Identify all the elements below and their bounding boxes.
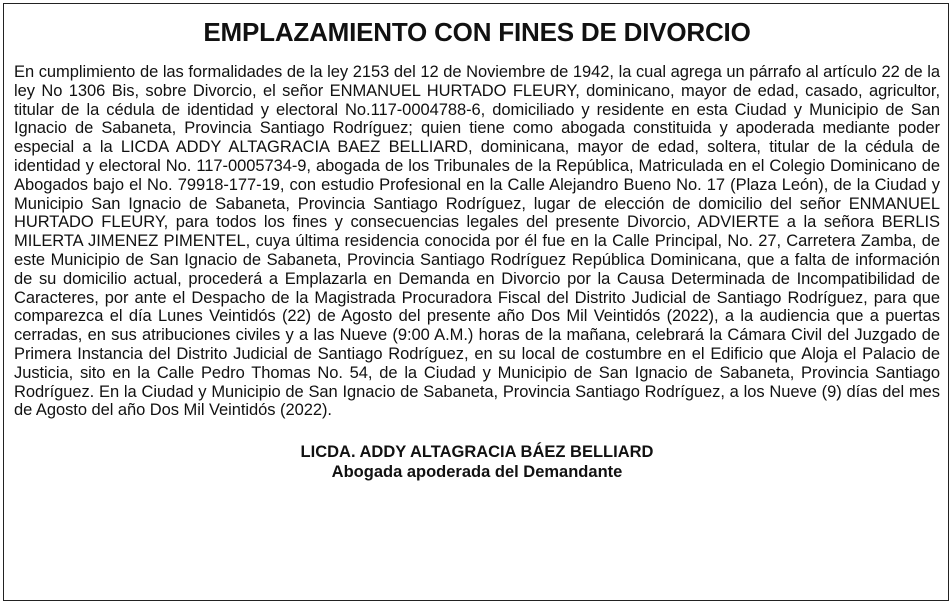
signature-name: LICDA. ADDY ALTAGRACIA BÁEZ BELLIARD [300, 443, 654, 462]
signature-block [14, 442, 940, 482]
signature-role: Abogada apoderada del Demandante [331, 463, 623, 482]
notice-body: En cumplimiento de las formalidades de la ley 2153 del 12 de Noviembre de 1942, la cual agrega un párrafo al artículo 22 de la ley No 1306 Bis, sobre Divorcio, el señor ENMANUEL HURTADO FLEURY, dominicano, mayor de edad, casado, agricultor, titular de la cédula de identidad y electoral No.117-0004788-6, domiciliado y residente en esta Ciudad y Municipio de San Ignacio de Sabaneta, Provincia Santiago Rodríguez; quien tiene como abogada constituida y apoderada mediante poder especial a la LICDA ADDY ALTAGRACIA BAEZ BELLIARD, dominicana, mayor de edad, soltera, titular de la cédula de identidad y electoral No. 117-0005734-9, abogada de los Tribunales de la República, Matriculada en el Colegio Dominicano de Abogados bajo el No. 79918-177-19, con estudio Profesional en la Calle Alejandro Bueno No. 17 (Plaza León), de la Ciudad y Municipio San Ignacio de Sabaneta, Provincia Santiago Rodríguez, lugar de elección de domicilio del señor ENMANUEL HURTADO FLEURY, para todos los fines y consecuencias legales del presente Divorcio, ADVIERTE a la señora BERLIS MILERTA JIMENEZ PIMENTEL, cuya última residencia conocida por él fue en la Calle Principal, No. 27, Carretera Zamba, de este Municipio de San Ignacio de Sabaneta, Provincia Santiago Rodríguez República Dominicana, que a falta de información de su domicilio actual, procederá a Emplazarla en Demanda en Divorcio por la Causa Determinada de Incompatibilidad de Caracteres, por ante el Despacho de la Magistrada Procuradora Fiscal del Distrito Judicial de Santiago Rodríguez, para que comparezca el día Lunes Veintidós (22) de Agosto del presente año Dos Mil Veintidós (2022), a la audiencia que a puertas cerradas, en sus atribuciones civiles y a las Nueve (9:00 A.M.) horas de la mañana, celebrará la Cámara Civil del Juzgado de Primera Instancia del Distrito Judicial de Santiago Rodríguez, en su local de costumbre en el Edificio que Aloja el Palacio de Justicia, sito en la Calle Pedro Thomas No. 54, de la Ciudad y Municipio de San Ignacio de Sabaneta, Provincia Santiago Rodríguez. En la Ciudad y Municipio de San Ignacio de Sabaneta, Provincia Santiago Rodríguez, a los Nueve (9) días del mes de Agosto del año Dos Mil Veintidós (2022). [14, 63, 940, 420]
notice-title: EMPLAZAMIENTO CON FINES DE DIVORCIO [203, 17, 751, 47]
legal-notice [3, 3, 949, 601]
